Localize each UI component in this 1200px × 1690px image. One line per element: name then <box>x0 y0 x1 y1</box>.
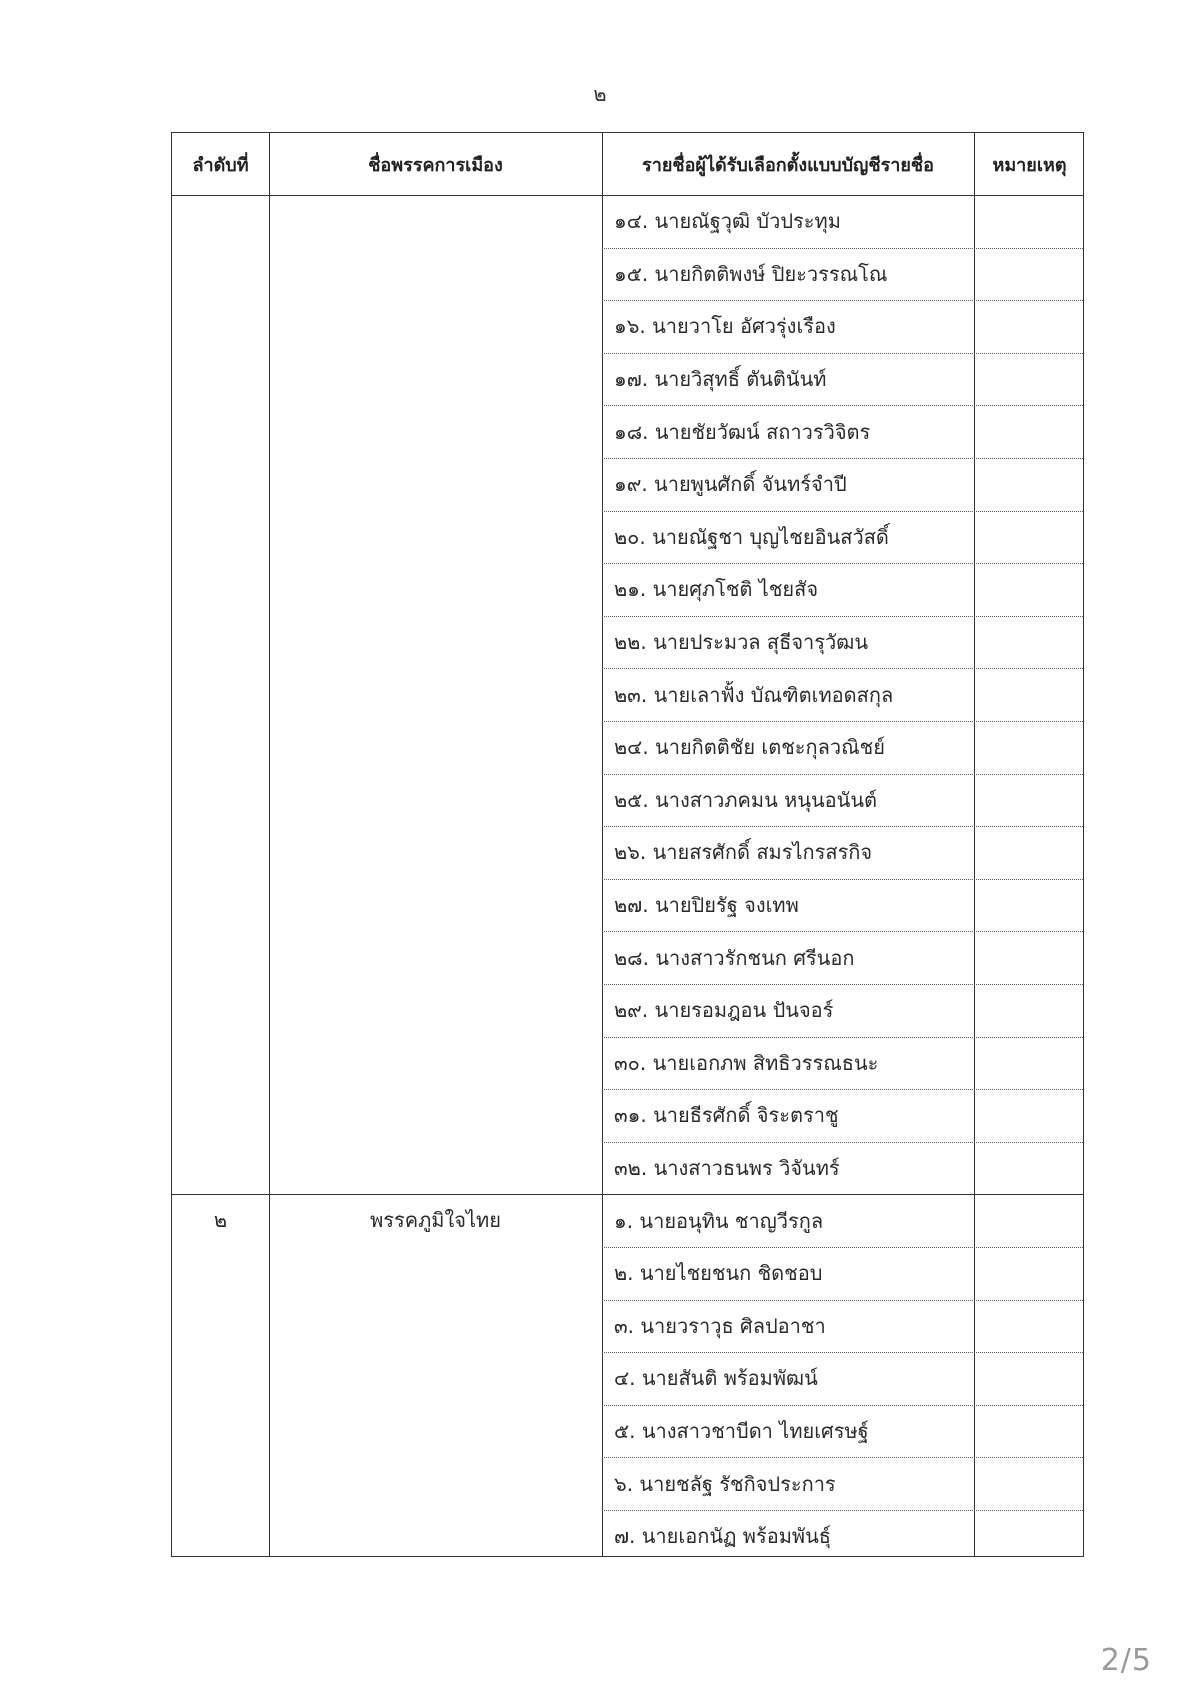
candidate-name: ๒๒. นายประมวล สุธีจารุวัฒน <box>614 630 868 655</box>
candidate-name: ๒๗. นายปิยรัฐ จงเทพ <box>614 893 799 918</box>
table-row <box>602 563 1083 617</box>
table-row <box>602 1142 1083 1195</box>
candidate-name: ๑๘. นายชัยวัฒน์ สถาวรวิจิตร <box>614 419 871 444</box>
table-row <box>602 984 1083 1038</box>
header-order: ลำดับที่ <box>192 154 249 176</box>
table-row <box>602 248 1083 302</box>
table-row <box>602 1457 1083 1511</box>
column-divider <box>269 133 270 1556</box>
table-row <box>602 405 1083 459</box>
candidate-name: ๒๘. นางสาวรักชนก ศรีนอก <box>614 945 855 970</box>
table-row <box>602 1300 1083 1354</box>
candidate-name: ๖. นายชลัฐ รัชกิจประการ <box>614 1471 836 1496</box>
candidate-name: ๒๕. นางสาวภคมน หนุนอนันต์ <box>614 787 878 812</box>
candidate-table <box>171 132 1084 1557</box>
candidate-name: ๑. นายอนุทิน ชาญวีรกูล <box>614 1208 824 1233</box>
table-row <box>602 826 1083 880</box>
table-row <box>602 668 1083 722</box>
header-party: ชื่อพรรคการเมือง <box>368 154 503 176</box>
table-row <box>602 616 1083 670</box>
candidate-name: ๕. นางสาวชาบีดา ไทยเศรษฐ์ <box>614 1419 869 1444</box>
table-row <box>602 1247 1083 1301</box>
candidate-name: ๓๐. นายเอกภพ สิทธิวรรณธนะ <box>614 1050 879 1075</box>
party-name: พรรคภูมิใจไทย <box>370 1208 501 1233</box>
candidate-name: ๒๑. นายศุภโชติ ไชยสัจ <box>614 577 819 602</box>
table-row <box>602 511 1083 565</box>
table-row <box>602 1089 1083 1143</box>
table-row <box>602 1510 1083 1563</box>
candidate-name: ๑๗. นายวิสุทธิ์ ตันตินันท์ <box>614 367 827 392</box>
table-row <box>602 300 1083 354</box>
candidate-name: ๑๔. นายณัฐวุฒิ บัวประทุม <box>614 209 841 234</box>
candidate-name: ๓. นายวราวุธ ศิลปอาชา <box>614 1313 826 1338</box>
candidate-name: ๓๑. นายธีรศักดิ์ จิระตราชู <box>614 1103 839 1128</box>
header-remarks: หมายเหตุ <box>992 154 1067 176</box>
candidate-name: ๒. นายไชยชนก ชิดชอบ <box>614 1261 823 1286</box>
candidate-name: ๑๖. นายวาโย อัศวรุ่งเรือง <box>614 314 836 339</box>
candidate-name: ๒๐. นายณัฐชา บุญไชยอินสวัสดิ์ <box>614 524 889 549</box>
page-number: ๒ <box>593 82 607 106</box>
table-row <box>602 721 1083 775</box>
candidate-name: ๗. นายเอกนัฏ พร้อมพันธุ์ <box>614 1524 831 1549</box>
candidate-name: ๔. นายสันติ พร้อมพัฒน์ <box>614 1366 818 1391</box>
table-row <box>602 458 1083 512</box>
table-row <box>602 1405 1083 1459</box>
header-candidates: รายชื่อผู้ได้รับเลือกตั้งแบบบัญชีรายชื่อ <box>642 154 934 176</box>
table-row <box>602 1194 1083 1248</box>
table-row <box>602 353 1083 407</box>
page-indicator: 2/5 <box>1100 1643 1152 1678</box>
candidate-name: ๑๕. นายกิตติพงษ์ ปิยะวรรณโณ <box>614 261 888 286</box>
candidate-name: ๑๙. นายพูนศักดิ์ จันทร์จำปี <box>614 472 847 497</box>
table-row <box>602 195 1083 249</box>
candidate-name: ๓๒. นางสาวธนพร วิจันทร์ <box>614 1156 840 1181</box>
party-order: ๒ <box>213 1208 228 1233</box>
candidate-name: ๒๔. นายกิตติชัย เตชะกุลวณิชย์ <box>614 735 885 760</box>
table-header <box>172 133 1083 196</box>
table-row <box>602 1037 1083 1091</box>
candidate-name: ๒๓. นายเลาฟั้ง บัณฑิตเทอดสกุล <box>614 682 894 707</box>
table-row <box>602 931 1083 985</box>
table-row <box>602 1352 1083 1406</box>
candidate-name: ๒๙. นายรอมฎอน ปันจอร์ <box>614 998 834 1023</box>
table-row <box>602 774 1083 828</box>
table-row <box>602 879 1083 933</box>
candidate-name: ๒๖. นายสรศักดิ์ สมรไกรสรกิจ <box>614 840 873 865</box>
